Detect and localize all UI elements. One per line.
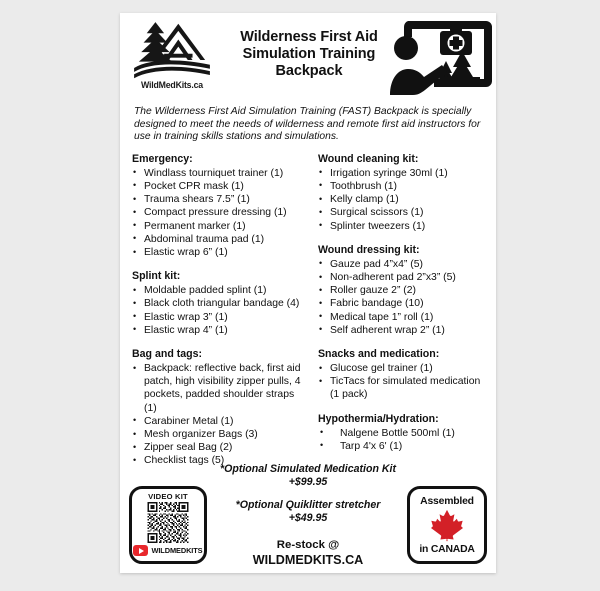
list-item: • Non-adherent pad 2”x3” (5) [318, 271, 486, 284]
contents-columns [132, 153, 486, 479]
item-list [132, 284, 306, 337]
item-list [318, 167, 486, 233]
item-list [318, 427, 486, 453]
list-item: • Roller gauze 2” (2) [318, 284, 486, 297]
list-item: • Zipper seal Bag (2) [132, 441, 306, 454]
section-snacks-and-medication [318, 348, 486, 402]
list-item: • Surgical scissors (1) [318, 206, 486, 219]
list-item: • Trauma shears 7.5” (1) [132, 193, 306, 206]
list-item: • Moldable padded splint (1) [132, 284, 306, 297]
list-item: • Permanent marker (1) [132, 220, 306, 233]
section-splint-kit [132, 270, 306, 337]
list-item: • TicTacs for simulated medication (1 pack) [318, 375, 486, 401]
promo-spacer [198, 489, 418, 499]
item-list [318, 362, 486, 402]
section-bag-and-tags [132, 348, 306, 468]
instructor-presenting-first-aid-kit-icon [388, 15, 492, 97]
video-kit-badge[interactable] [129, 486, 207, 564]
item-list [132, 167, 306, 259]
list-item: • Self adherent wrap 2” (1) [318, 324, 486, 337]
list-item: • Tarp 4'x 6' (1) [318, 440, 486, 453]
section-wound-dressing-kit [318, 244, 486, 337]
section-heading: Bag and tags: [132, 348, 203, 361]
list-item: • Irrigation syringe 30ml (1) [318, 167, 486, 180]
title-line-3: Backpack [275, 63, 343, 79]
list-item: • Mesh organizer Bags (3) [132, 428, 306, 441]
list-item: • Gauze pad 4”x4” (5) [318, 258, 486, 271]
section-heading: Snacks and medication: [317, 348, 440, 361]
in-canada-label: in CANADA [419, 544, 475, 555]
list-item: • Nalgene Bottle 500ml (1) [318, 427, 486, 440]
promo-block [198, 463, 418, 567]
list-item: • Compact pressure dressing (1) [132, 206, 306, 219]
section-heading: Emergency: [132, 152, 193, 165]
restock-label: Re-stock @ [276, 539, 340, 551]
list-item: • Toothbrush (1) [318, 180, 486, 193]
title-line-2: Simulation Training [242, 46, 376, 62]
youtube-play-icon [133, 545, 148, 556]
list-item: • Abdominal trauma pad (1) [132, 233, 306, 246]
section-heading: Splint kit: [132, 270, 181, 283]
list-item: • Elastic wrap 3” (1) [132, 311, 306, 324]
promo-medication-kit-line-1: *Optional Simulated Medication Kit [220, 463, 396, 475]
title-line-1: Wilderness First Aid [240, 29, 378, 45]
promo-quiklitter-line-1: *Optional Quiklitter stretcher [235, 499, 381, 511]
assembled-label: Assembled [420, 496, 474, 507]
restock-website[interactable]: WILDMEDKITS.CA [252, 552, 364, 567]
section-hypothermia-hydration [318, 413, 486, 453]
list-item: • Black cloth triangular bandage (4) [132, 297, 306, 310]
list-item: • Glucose gel trainer (1) [318, 362, 486, 375]
section-emergency [132, 153, 306, 259]
product-spec-card [120, 13, 496, 573]
maple-leaf-icon [430, 509, 464, 542]
video-kit-label: VIDEO KIT [148, 492, 188, 501]
list-item: • Checklist tags (5) [132, 454, 306, 467]
youtube-channel-name: WILDMEDKITS [151, 546, 203, 555]
list-item: • Elastic wrap 4” (1) [132, 324, 306, 337]
left-column [132, 153, 306, 479]
item-list [318, 258, 486, 337]
section-heading: Wound dressing kit: [317, 243, 420, 256]
list-item: • Fabric bandage (10) [318, 297, 486, 310]
list-item: • Kelly clamp (1) [318, 193, 486, 206]
list-item: • Medical tape 1” roll (1) [318, 311, 486, 324]
product-description: The Wilderness First Aid Simulation Training (FAST) Backpack is specially designed to meet the needs of wilderness and remote first aid instructors for use in training skills stations and simulations. [134, 106, 481, 143]
section-heading: Wound cleaning kit: [317, 152, 419, 165]
page-title [224, 29, 394, 80]
list-item: • Pocket CPR mask (1) [132, 180, 306, 193]
brand-wordmark: WildMedKits.ca [141, 80, 203, 91]
promo-quiklitter-price: +$49.95 [288, 512, 328, 524]
list-item: • Backpack: reflective back, first aid patch, high visibility zipper pulls, 4 pockets, padded shoulder straps (1) [132, 362, 306, 415]
right-column [312, 153, 486, 479]
brand-logo [128, 19, 216, 91]
list-item: • Windlass tourniquet trainer (1) [132, 167, 306, 180]
card-header [120, 13, 496, 105]
assembled-in-canada-badge [407, 486, 487, 564]
qr-code-icon[interactable] [141, 502, 195, 543]
item-list [132, 362, 306, 468]
section-wound-cleaning-kit [318, 153, 486, 233]
list-item: • Splinter tweezers (1) [318, 220, 486, 233]
list-item: • Elastic wrap 6” (1) [132, 246, 306, 259]
section-heading: Hypothermia/Hydration: [317, 412, 439, 425]
pine-tree-mountain-logo-icon [132, 19, 212, 79]
restock-block [198, 538, 418, 567]
promo-medication-kit-price: +$99.95 [288, 476, 328, 488]
card-footer [120, 463, 496, 573]
youtube-channel-row[interactable] [132, 545, 204, 556]
list-item: • Carabiner Metal (1) [132, 415, 306, 428]
